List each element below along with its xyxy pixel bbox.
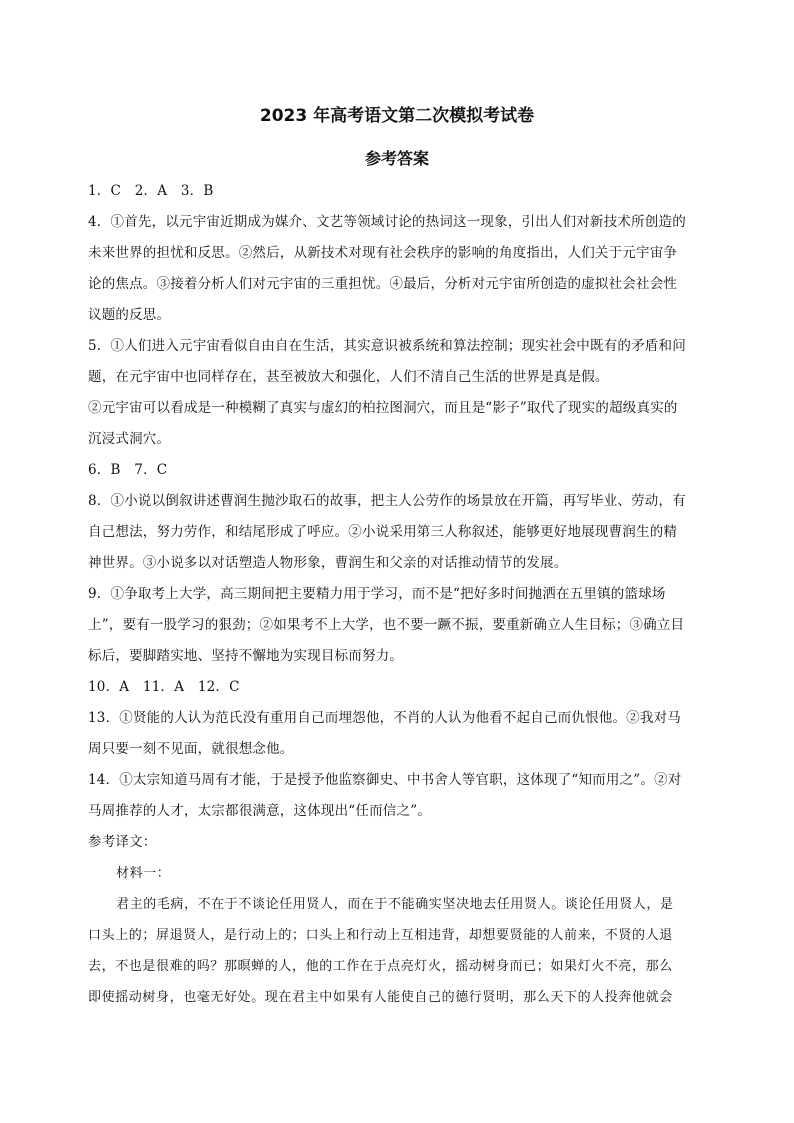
answer-line: 未来世界的担忧和反思。②然后，从新技术对现有社会秩序的影响的角度指出，人们关于元宇宙争 bbox=[88, 245, 678, 261]
answer-line: 自己想法，努力劳作，和结尾形成了呼应。②小说采用第三人称叙述，能够更好地展现曹润生的精 bbox=[88, 524, 678, 540]
translation-line: 即使摇动树身，也毫无好处。现在君主中如果有人能使自己的德行贤明，那么天下的人投奔他就会 bbox=[88, 990, 673, 1005]
translation-line: 君主的毛病，不在于不谈论任用贤人，而在于不能确实坚决地去任用贤人。谈论任用贤人，是 bbox=[116, 897, 674, 912]
answer-line: 马周推荐的人才，太宗都很满意，这体现出“任而信之”。 bbox=[88, 803, 432, 819]
answer-line: 神世界。③小说多以对话塑造人物形象，曹润生和父亲的对话推动情节的发展。 bbox=[88, 555, 568, 571]
answer-line: 沉浸式洞穴。 bbox=[88, 431, 171, 447]
answer-line: 上”，要有一股学习的狠劲；②如果考不上大学，也不要一蹶不振，要重新确立人生目标；③确立目 bbox=[88, 617, 685, 633]
answer-line: 周只要一刻不见面，就很想念他。 bbox=[88, 741, 294, 757]
answer-line: 13．①贤能的人认为范氏没有重用自己而埋怨他，不肖的人认为他看不起自己而仇恨他。②我对马 bbox=[88, 710, 681, 726]
document-title: 2023 年高考语文第二次模拟考试卷 bbox=[259, 106, 535, 126]
answer-line: ②元宇宙可以看成是一种模糊了真实与虚幻的柏拉图洞穴，而且是“影子”取代了现实的超级真实的 bbox=[88, 400, 678, 416]
answer-line: 8．①小说以倒叙讲述曹润生抛沙取石的故事，把主人公劳作的场景放在开篇，再写毕业、劳动，有 bbox=[88, 493, 686, 509]
translation-heading: 材料一： bbox=[116, 866, 171, 881]
document-subtitle: 参考答案 bbox=[364, 149, 429, 168]
answer-line: 6．B 7．C bbox=[88, 462, 168, 478]
answer-line: 4．①首先，以元宇宙近期成为媒介、文艺等领域讨论的热词这一现象，引出人们对新技术所创造的 bbox=[88, 214, 686, 230]
answer-line: 论的焦点。③接着分析人们对元宇宙的三重担忧。④最后，分析对元宇宙所创造的虚拟社会社会性 bbox=[88, 276, 678, 292]
answer-line: 5．①人们进入元宇宙看似自由自在生活，其实意识被系统和算法控制；现实社会中既有的矛盾和问 bbox=[88, 338, 686, 354]
answer-line: 标后，要脚踏实地、坚持不懈地为实现目标而努力。 bbox=[88, 648, 404, 664]
translation-section bbox=[88, 858, 706, 1013]
answer-line: 9．①争取考上大学，高三期间把主要精力用于学习，而不是“把好多时间抛洒在五里镇的篮球场 bbox=[88, 586, 666, 602]
translation-line: 去，不也是很难的吗？那暝蝉的人，他的工作在于点亮灯火，摇动树身而已；如果灯火不亮，那么 bbox=[88, 959, 673, 974]
answer-line: 14．①太宗知道马周有才能，于是授予他监察御史、中书舍人等官职，这体现了“知而用之”。②对 bbox=[88, 772, 682, 788]
answer-line: 10．A 11．A 12．C bbox=[88, 679, 240, 695]
answer-line: 1．C 2．A 3．B bbox=[88, 183, 214, 199]
answer-section bbox=[88, 176, 706, 858]
translation-label: 参考译文： bbox=[88, 834, 157, 850]
answer-line: 题，在元宇宙中也同样存在，甚至被放大和强化，人们不清自己生活的世界是真是假。 bbox=[88, 369, 609, 385]
answer-line: 议题的反思。 bbox=[88, 307, 171, 323]
translation-line: 口头上的；屏退贤人，是行动上的；口头上和行动上互相违背，却想要贤能的人前来，不贤的人退 bbox=[88, 928, 673, 943]
